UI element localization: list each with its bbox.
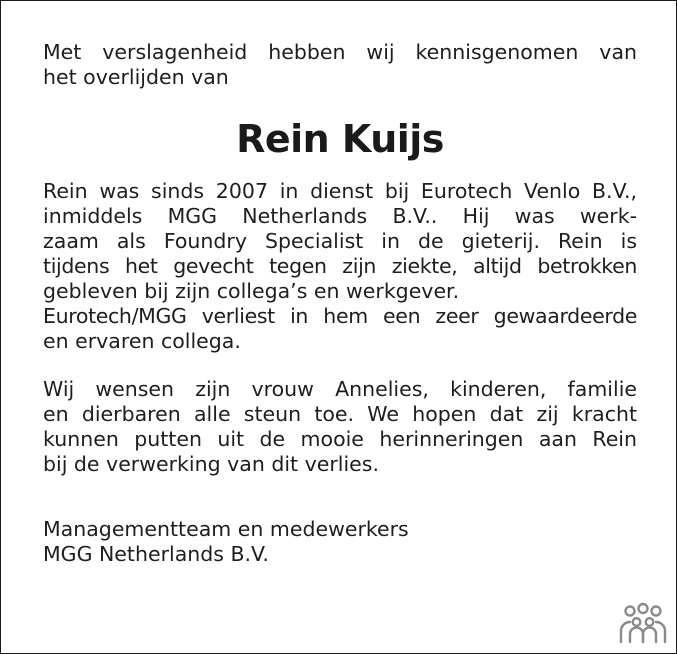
deceased-name: Rein Kuijs (236, 117, 444, 161)
paragraph-gap (43, 354, 637, 377)
paragraph-line: gebleven bij zijn collega’s en werkgever. (43, 279, 460, 303)
signature-line: Managementteam en medewerkers (43, 517, 409, 541)
family-group-icon (618, 602, 668, 644)
paragraph-line: zaam als Foundry Specialist in de gieterij. Rein is (43, 229, 637, 253)
paragraph-line: tijdens het gevecht tegen zijn ziekte, altijd betrokken (43, 254, 637, 278)
paragraph-line: bij de verwerking van dit verlies. (43, 452, 379, 476)
paragraph-line: kunnen putten uit de mooie herinneringen aan Rein (43, 427, 637, 451)
signature-gap (43, 477, 637, 517)
paragraph-line: Wij wensen zijn vrouw Annelies, kinderen, familie (43, 377, 637, 401)
paragraph-line: Eurotech/MGG verliest in hem een zeer gewaardeerde (43, 304, 637, 328)
intro-line: Met verslagenheid hebben wij kennisgenomen van (43, 40, 637, 64)
notice-content (43, 40, 637, 567)
intro-line: het overlijden van (43, 65, 229, 89)
paragraph-line: en dierbaren alle steun toe. We hopen dat zij kracht (43, 402, 637, 426)
paragraph-line: inmiddels MGG Netherlands B.V.. Hij was werk- (43, 204, 637, 228)
signature-line: MGG Netherlands B.V. (43, 542, 269, 566)
paragraph-line: en ervaren collega. (43, 329, 241, 353)
paragraph-line: Rein was sinds 2007 in dienst bij Eurotech Venlo B.V., (43, 179, 637, 203)
